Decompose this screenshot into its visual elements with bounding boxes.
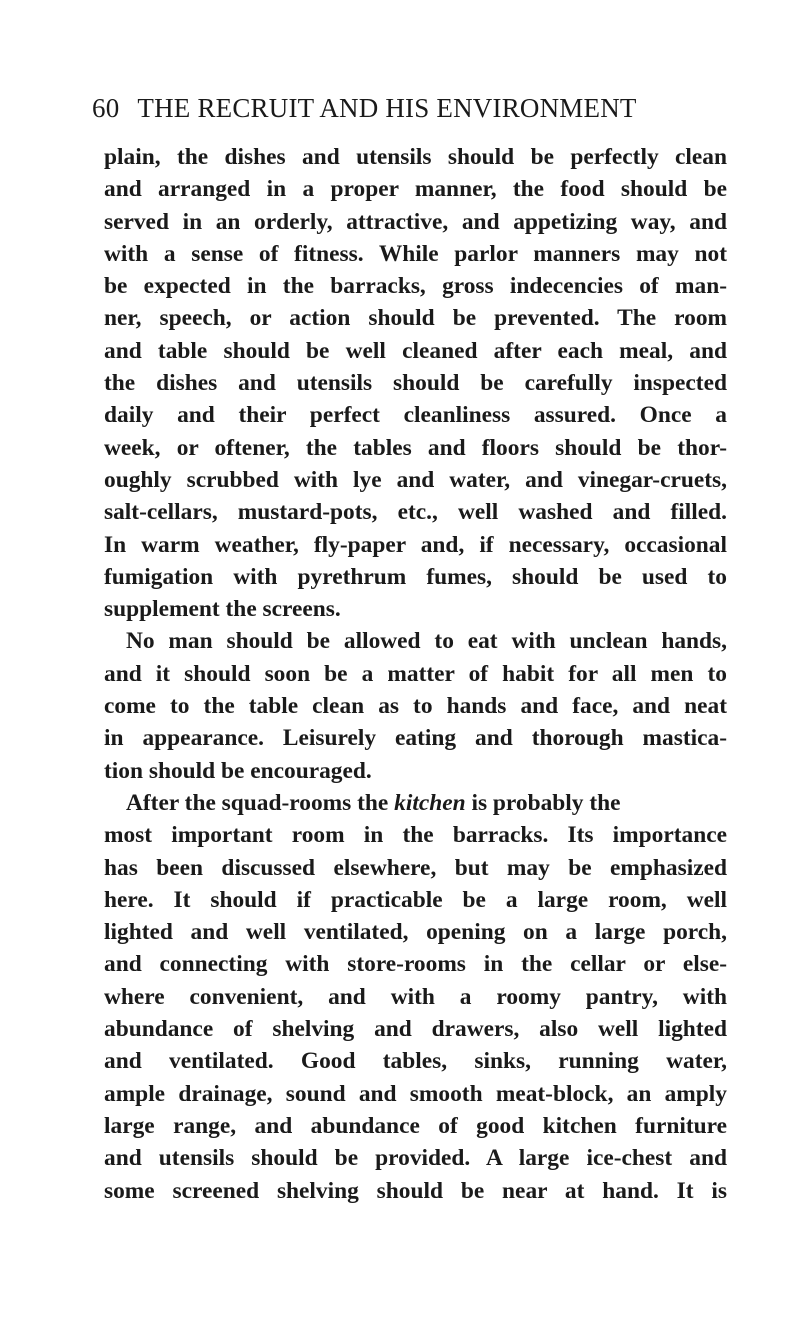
text-line: be expected in the barracks, gross indecencies of man- [104, 273, 727, 300]
text-line: lighted and well ventilated, opening on a large porch, [104, 919, 727, 946]
page-number: 60 [92, 93, 120, 123]
text-line: most important room in the barracks. Its importance [104, 822, 727, 849]
line-part: After the squad-rooms the [126, 789, 389, 816]
text-line: In warm weather, fly-paper and, if necessary, occasional [104, 531, 727, 558]
text-line: with a sense of fitness. While parlor manners may not [104, 240, 727, 267]
text-line: where convenient, and with a roomy pantry, with [104, 983, 727, 1010]
text-line: and it should soon be a matter of habit for all men to [104, 660, 727, 687]
text-line: has been discussed elsewhere, but may be emphasized [104, 854, 727, 881]
text-line: here. It should if practicable be a large room, well [104, 886, 727, 913]
text-line: abundance of shelving and drawers, also well lighted [104, 1016, 727, 1043]
text-line: and table should be well cleaned after each meal, and [104, 337, 727, 364]
text-line: oughly scrubbed with lye and water, and vinegar-cruets, [104, 466, 727, 493]
text-line: tion should be encouraged. [104, 757, 372, 784]
text-line: ample drainage, sound and smooth meat-block, an amply [104, 1080, 727, 1107]
text-line: week, or oftener, the tables and floors should be thor- [104, 434, 727, 461]
text-line: large range, and abundance of good kitchen furniture [104, 1112, 727, 1139]
text-line: in appearance. Leisurely eating and thorough mastica- [104, 725, 727, 752]
text-line: daily and their perfect cleanliness assured. Once a [104, 402, 727, 429]
text-line: No man should be allowed to eat with unclean hands, [126, 628, 727, 655]
italic-term: kitchen [394, 789, 466, 816]
text-line: ner, speech, or action should be prevented. The room [104, 305, 727, 332]
text-line [104, 787, 727, 819]
running-title: THE RECRUIT AND HIS ENVIRONMENT [137, 93, 637, 123]
text-line: some screened shelving should be near at hand. It is [104, 1177, 727, 1204]
running-header [92, 92, 722, 124]
text-line: and utensils should be provided. A large ice-chest and [104, 1145, 727, 1172]
text-line: and ventilated. Good tables, sinks, running water, [104, 1048, 727, 1075]
text-line: fumigation with pyrethrum fumes, should be used to [104, 563, 727, 590]
text-line: the dishes and utensils should be carefully inspected [104, 370, 727, 397]
text-line: salt-cellars, mustard-pots, etc., well washed and filled. [104, 499, 727, 526]
text-line: served in an orderly, attractive, and appetizing way, and [104, 208, 727, 235]
body-text [104, 141, 727, 1207]
text-line: plain, the dishes and utensils should be perfectly clean [104, 144, 727, 170]
text-line: and connecting with store-rooms in the cellar or else- [104, 951, 727, 978]
text-line: come to the table clean as to hands and face, and neat [104, 693, 727, 720]
text-line: and arranged in a proper manner, the food should be [104, 176, 727, 203]
line-part: is probably the [471, 789, 621, 816]
text-line: supplement the screens. [104, 596, 341, 623]
